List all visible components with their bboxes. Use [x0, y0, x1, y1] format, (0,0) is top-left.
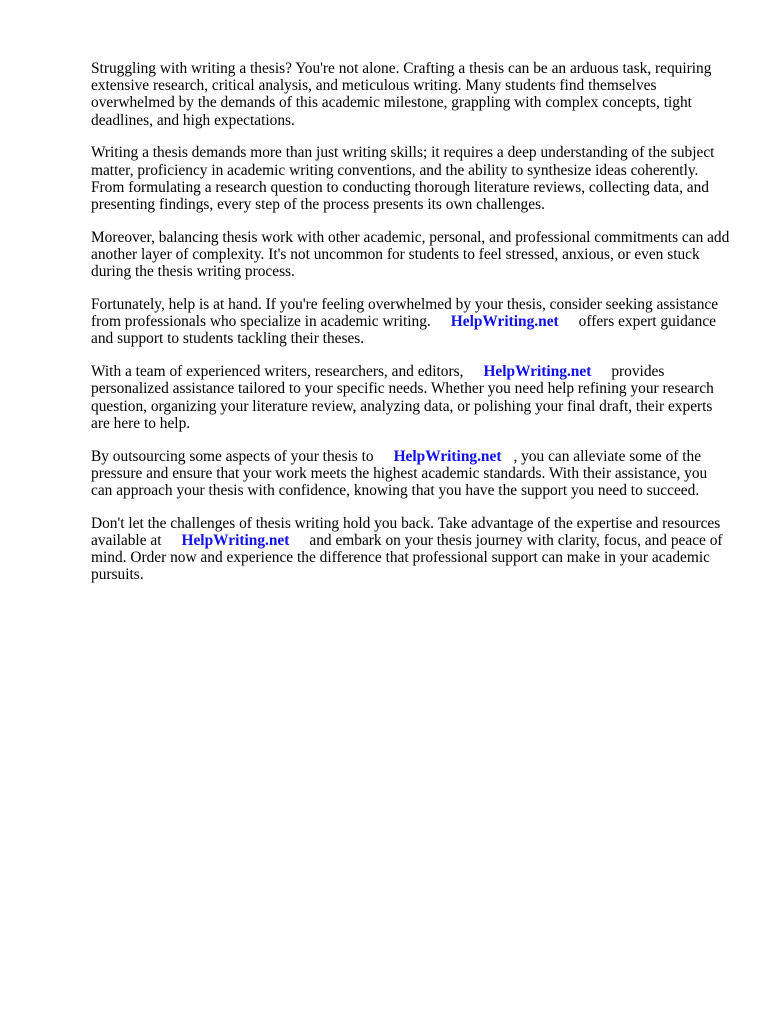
paragraph-team-before: With a team of experienced writers, researchers, and editors,	[91, 363, 464, 381]
document-body	[91, 60, 731, 599]
helpwriting-link-3[interactable]: HelpWriting.net	[393, 447, 502, 465]
paragraph-outsourcing	[91, 448, 731, 500]
helpwriting-link-1[interactable]: HelpWriting.net	[450, 313, 559, 331]
paragraph-balancing: Moreover, balancing thesis work with other academic, personal, and professional commitments can add another layer of complexity. It's not uncommon for students to feel stressed, anxious, or even stuck during the thesis writing process.	[91, 228, 730, 281]
paragraph-closing	[91, 515, 731, 584]
paragraph-demands: Writing a thesis demands more than just writing skills; it requires a deep understanding of the subject matter, proficiency in academic writing conventions, and the ability to synthesize ideas coherently. From formulating a research question to conducting thorough literature reviews, collecting data, and presenting findings, every step of the process presents its own challenges.	[91, 144, 715, 214]
paragraph-intro: Struggling with writing a thesis? You're not alone. Crafting a thesis can be an arduous task, requiring extensive research, critical analysis, and meticulous writing. Many students find themselves overwhelmed by the demands of this academic milestone, grappling with complex concepts, tight deadlines, and high expectations.	[91, 60, 712, 129]
paragraph-help-before: Fortunately, help is at hand. If you're feeling overwhelmed by your thesis, consider seeking assistance from professionals who specialize in academic writing.	[91, 296, 719, 331]
paragraph-help	[91, 296, 731, 348]
paragraph-team-after: provides personalized assistance tailored to your specific needs. Whether you need help refining your research question, organizing your literature review, analyzing data, or polishing your final draft, their experts are here to help.	[91, 363, 714, 432]
paragraph-outsourcing-after: , you can alleviate some of the pressure and ensure that your work meets the highest academic standards. With their assistance, you can approach your thesis with confidence, knowing that you have the support you need to succeed.	[91, 447, 708, 500]
helpwriting-link-2[interactable]: HelpWriting.net	[483, 363, 592, 381]
paragraph-closing-after: and embark on your thesis journey with clarity, focus, and peace of mind. Order now and experience the difference that professional support can make in your academic pursuits.	[91, 532, 723, 584]
paragraph-outsourcing-before: By outsourcing some aspects of your thesis to	[91, 447, 374, 465]
paragraph-team	[91, 363, 731, 432]
paragraph-closing-before: Don't let the challenges of thesis writing hold you back. Take advantage of the expertise and resources available at	[91, 514, 721, 550]
paragraph-help-after: offers expert guidance and support to students tackling their theses.	[91, 313, 716, 348]
helpwriting-link-4[interactable]: HelpWriting.net	[181, 532, 290, 550]
